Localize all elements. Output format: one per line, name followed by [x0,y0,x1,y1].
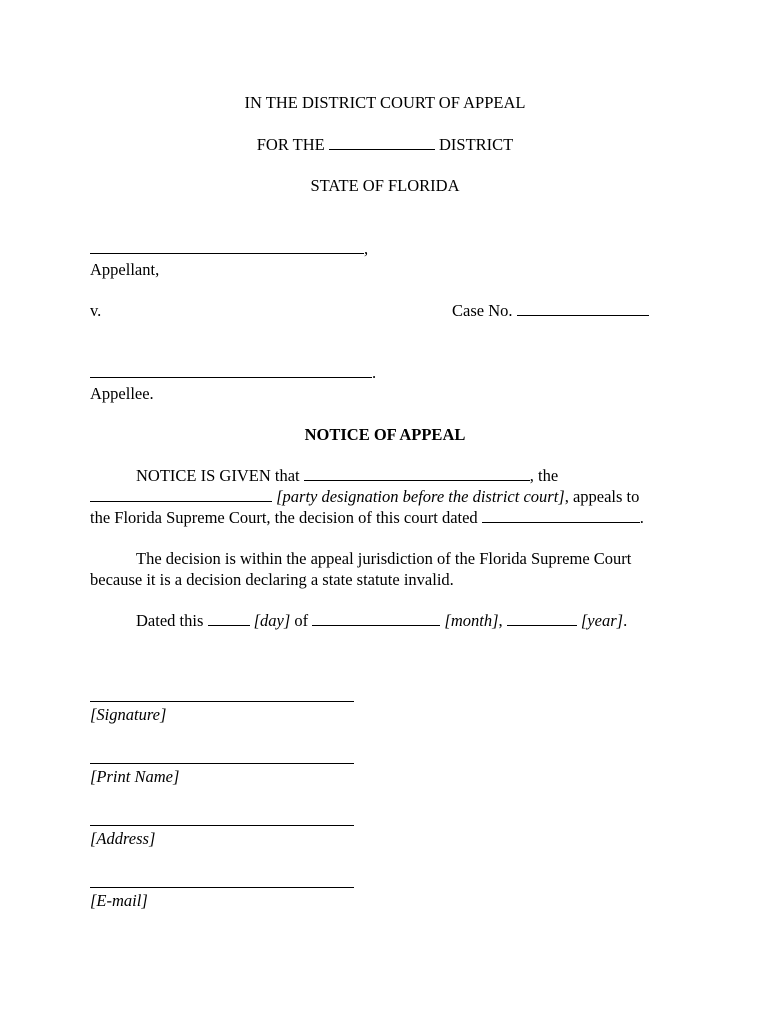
party-designation-text: [party designation before the district court] [276,487,565,506]
dated-period: . [623,611,628,630]
court-caption-line2 [0,135,770,155]
decision-dated-text: the Florida Supreme Court, the decision of this court dated [90,508,478,527]
year-label: [year] [580,611,624,630]
case-number-line [452,301,649,321]
year-blank[interactable] [507,611,577,626]
court-caption-line1: IN THE DISTRICT COURT OF APPEAL [244,93,526,112]
appellant-name-line [90,239,368,259]
notice-para-line2 [90,487,639,507]
appellant-label: Appellant, [90,260,160,279]
versus-text: v. [90,301,102,320]
month-comma: , [498,611,503,630]
appellee-period: . [372,363,377,382]
email-line[interactable] [90,887,354,888]
email-label: [E-mail] [90,891,148,910]
address-line[interactable] [90,825,354,826]
notice-para-line3 [90,508,644,528]
notice-para-line1 [136,466,558,486]
notice-given-text: NOTICE IS GIVEN that [136,466,300,485]
district-text: DISTRICT [439,135,514,154]
appellee-label: Appellee. [90,384,154,403]
jurisdiction-para-line2: because it is a decision declaring a state statute invalid. [90,570,454,589]
dated-this-text: Dated this [136,611,204,630]
print-name-line[interactable] [90,763,354,764]
day-label: [day] [253,611,291,630]
appeals-to-text: , appeals to [564,487,640,506]
case-no-label: Case No. [452,301,513,320]
court-caption-line3: STATE OF FLORIDA [310,176,460,195]
of-text: of [294,611,309,630]
appellant-name-blank[interactable] [90,239,364,254]
party-designation-blank[interactable] [90,487,272,502]
jurisdiction-para-line1: The decision is within the appeal jurisdiction of the Florida Supreme Court [136,549,632,568]
signature-line[interactable] [90,701,354,702]
appellant-comma: , [364,239,369,258]
appellee-name-line [90,363,376,383]
case-number-blank[interactable] [517,301,649,316]
month-label: [month] [444,611,499,630]
para1-period: . [639,508,644,527]
signature-label: [Signature] [90,705,167,724]
for-the-text: FOR THE [256,135,325,154]
day-blank[interactable] [208,611,250,626]
address-label: [Address] [90,829,156,848]
district-blank[interactable] [329,135,435,150]
decision-date-blank[interactable] [482,508,640,523]
appellee-name-blank[interactable] [90,363,372,378]
document-title: NOTICE OF APPEAL [304,425,466,444]
print-name-label: [Print Name] [90,767,180,786]
the-text: , the [529,466,559,485]
dated-line [136,611,627,631]
party-name-blank[interactable] [304,466,530,481]
month-blank[interactable] [312,611,440,626]
